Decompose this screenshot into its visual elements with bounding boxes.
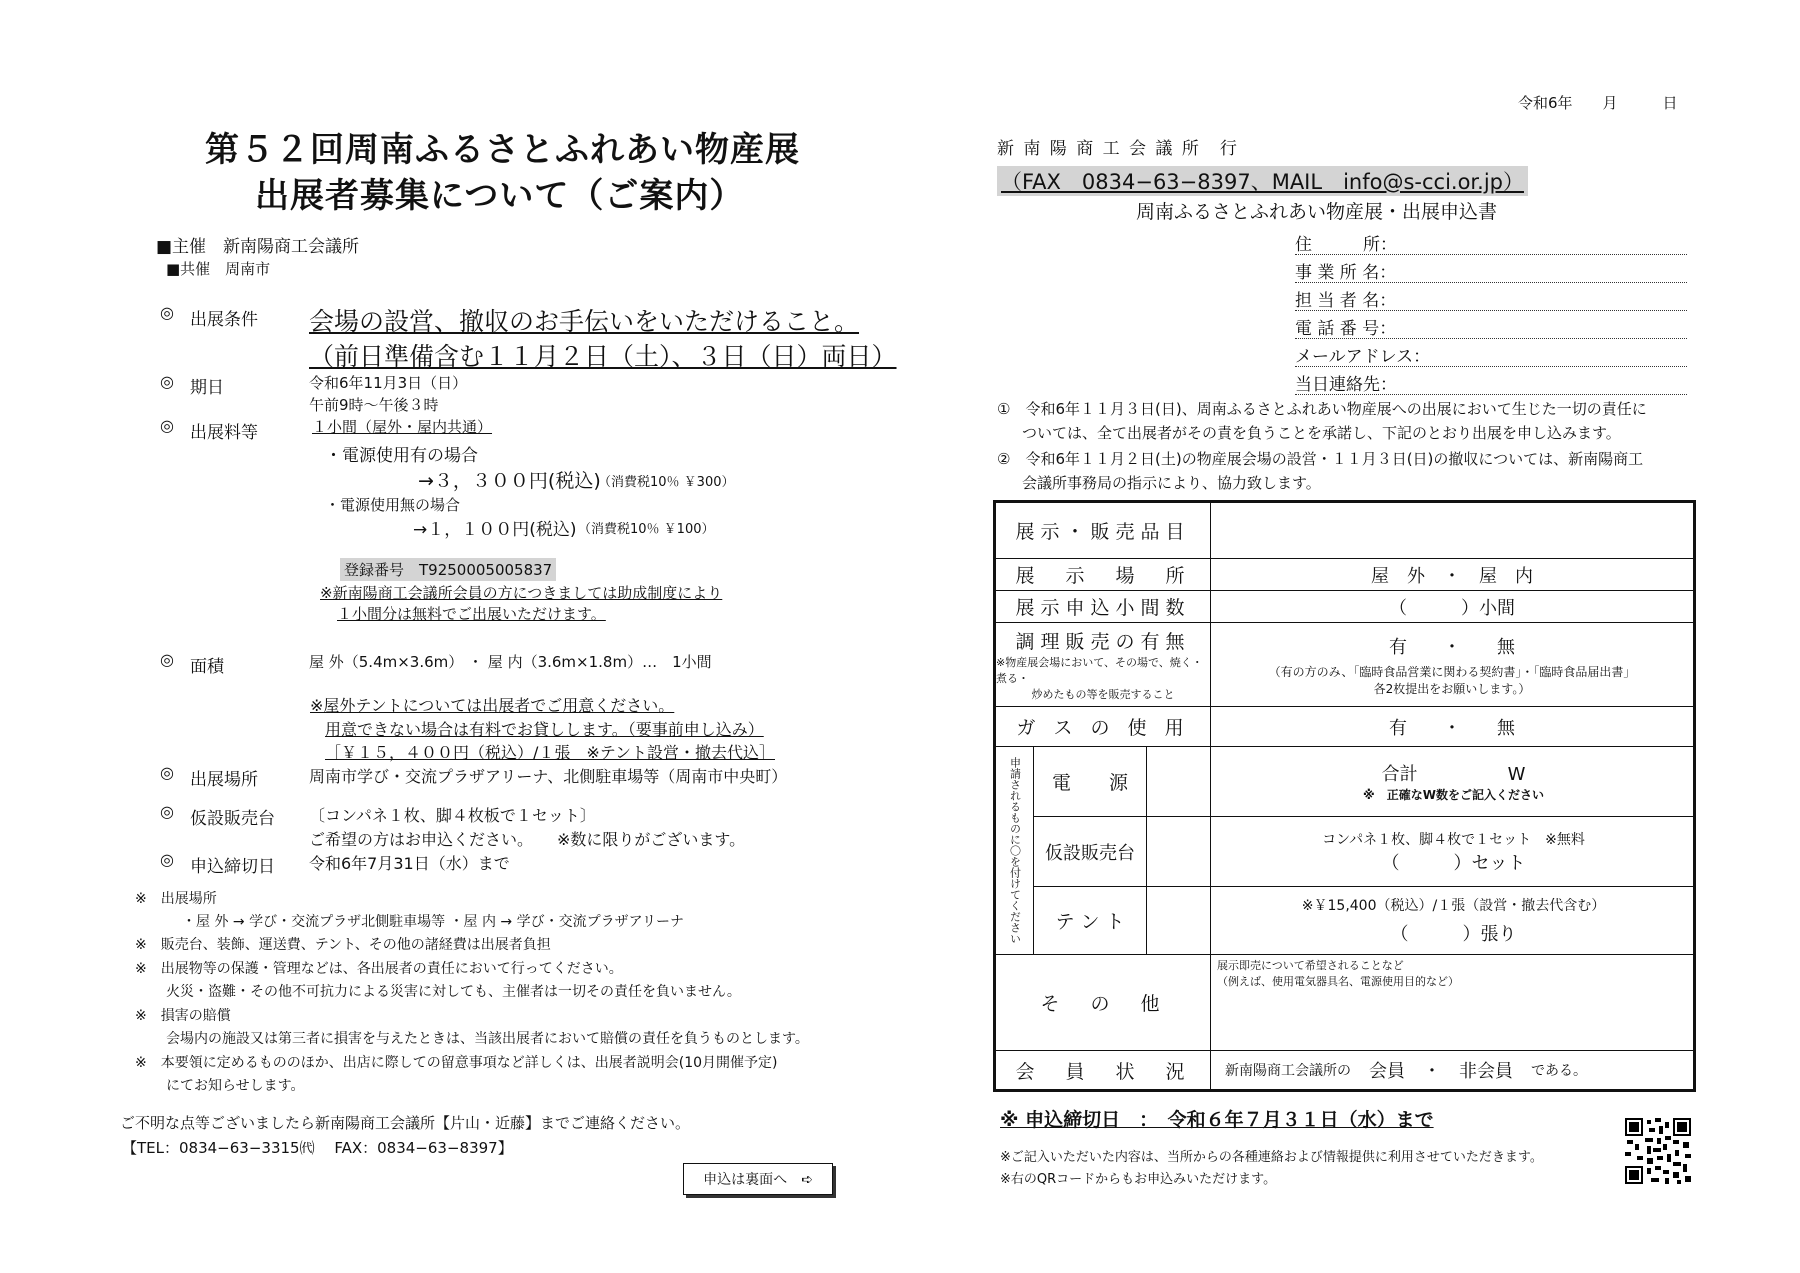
business-name-field[interactable]: 事 業 所 名：	[1295, 258, 1687, 283]
pledge2-a: ② 令和6年１１月２日(土)の物産展会場の設営・１１月３日(日)の撤収については、新南陽商工	[997, 450, 1644, 468]
table-row	[996, 623, 1693, 707]
tent-note2: 用意できない場合は有料でお貸しします。（要事前申し込み）	[325, 720, 764, 739]
pledge1-b: ついては、全て出展者がその責を負うことを承諾し、下記のとおり出展を申し込みます。	[1022, 424, 1621, 442]
fee-power-no: ・電源使用無の場合	[325, 496, 461, 514]
period-line1: 令和6年11月3日（日）	[309, 374, 468, 392]
table-row	[996, 955, 1693, 1051]
note-line: ※ 出展物等の保護・管理などは、各出展者の責任において行ってください。	[135, 961, 623, 977]
gas-label: ガ ス の 使 用	[996, 707, 1211, 746]
organizer: ■主催 新南陽商工会議所	[156, 237, 360, 257]
spacer-cell	[1146, 747, 1211, 816]
items-input[interactable]	[1211, 503, 1693, 558]
fee-power-yes-tax: （消費税10％ ￥300）	[598, 475, 735, 490]
deadline-notice: ※ 申込締切日 ： 令和６年７月３１日（水）まで	[1000, 1109, 1434, 1131]
place-text: 周南市学び・交流プラザアリーナ、北側駐車場等（周南市中央町）	[309, 767, 788, 786]
place-label: 出展場所	[190, 770, 258, 790]
cooking-note2: 炒めたもの等を販売すること	[1031, 688, 1175, 701]
bullet-mark: ◎	[160, 802, 174, 821]
table-row	[1034, 747, 1696, 817]
form-title: 周南ふるさとふれあい物産展・出展申込書	[1136, 201, 1498, 223]
day-contact-field[interactable]: 当日連絡先：	[1295, 370, 1687, 395]
power-label: 電 源	[1034, 747, 1147, 816]
booths-input[interactable]: （ ）小間	[1389, 597, 1515, 619]
table-row	[996, 559, 1693, 591]
fee-power-no-price: →１，１００円(税込)	[413, 520, 577, 540]
page-title: 第５２回周南ふるさとふれあい物産展	[205, 130, 800, 170]
tent-label: テ ン ト	[1034, 887, 1147, 954]
page-subtitle: 出展者募集について（ご案内）	[255, 176, 745, 216]
stand-label: 仮設販売台	[1034, 817, 1147, 886]
note-line: ※ 出展場所	[135, 891, 217, 907]
vertical-note-cell	[996, 747, 1034, 955]
fee-power-yes: ・電源使用有の場合	[325, 446, 478, 466]
cooking-value-cell[interactable]	[1211, 623, 1693, 706]
pledge1-a: ① 令和6年１１月３日(日)、周南ふるさとふれあい物産展への出展において生じた一切の責任に	[997, 400, 1647, 418]
tent-value1: ※￥15,400（税込）/１張（設営・撤去代含む）	[1301, 898, 1606, 915]
items-label: 展示・販売品目	[996, 503, 1211, 558]
cooking-options[interactable]: 有 ・ 無	[1389, 636, 1515, 658]
member-suffix: である。	[1531, 1063, 1587, 1079]
fee-power-no-tax: （消費税10％ ￥100）	[578, 522, 715, 537]
member-prefix: 新南陽商工会議所の	[1225, 1063, 1351, 1079]
table-row	[996, 1051, 1693, 1089]
table-row	[996, 591, 1693, 623]
tent-value2[interactable]: （ ）張り	[1390, 923, 1517, 945]
cond-line2: （前日準備含む１１月２日（土）、３日（日）両日）	[309, 342, 897, 371]
fee-line1: １小間（屋外・屋内共通）	[312, 418, 493, 436]
phone-field[interactable]: 電 話 番 号：	[1295, 314, 1687, 339]
area-text: 屋 外（5.4m×3.6m） ・ 屋 内（3.6m×1.8m）… 1小間	[309, 653, 712, 671]
spacer-cell	[1146, 887, 1211, 954]
member-value-cell[interactable]	[1211, 1051, 1693, 1089]
gas-options[interactable]: 有 ・ 無	[1389, 717, 1515, 739]
deadline-text: 令和6年7月31日（水）まで	[309, 854, 510, 873]
bullet-mark: ◎	[160, 372, 174, 391]
pledge2-b: 会議所事務局の指示により、協力致します。	[1022, 474, 1321, 492]
registration-number: 登録番号 T9250005005837	[340, 558, 556, 581]
vertical-note: 申請されるものに〇を付けてください	[1008, 757, 1022, 944]
member-note2: １小間分は無料でご出展いただけます。	[337, 605, 606, 623]
stand-label: 仮設販売台	[190, 809, 275, 829]
co-organizer: ■共催 周南市	[166, 260, 271, 278]
place-options[interactable]: 屋 外 ・ 屋 内	[1371, 565, 1533, 587]
cooking-sub1: （有の方のみ、「臨時食品営業に関わる契約書」・「臨時食品届出書」	[1268, 664, 1636, 679]
power-value-cell[interactable]	[1211, 747, 1696, 816]
contact-line1: ご不明な点等ございましたら新南陽商工会議所【片山・近藤】までご連絡ください。	[120, 1114, 691, 1132]
member-label: 会 員 状 況	[996, 1051, 1211, 1089]
period-line2: 午前9時～午後３時	[309, 396, 439, 414]
cooking-label-cell	[996, 623, 1211, 706]
fee-power-yes-price: →３，３００円(税込)	[418, 470, 601, 492]
area-label: 面積	[190, 657, 224, 677]
contact-line2: 【TEL：0834−63−3315㈹ FAX：0834−63−8397】	[122, 1139, 513, 1157]
table-row	[1034, 817, 1696, 887]
bullet-mark: ◎	[160, 650, 174, 669]
spacer-cell	[1146, 817, 1211, 886]
bullet-mark: ◎	[160, 416, 174, 435]
note-line: ※ 販売台、装飾、運送費、テント、その他の諸経費は出展者負担	[135, 937, 551, 953]
email-field[interactable]: メールアドレス：	[1295, 342, 1687, 367]
note-line: ※ 本要領に定めるもののほか、出店に際しての留意事項など詳しくは、出展者説明会(10月開催予定)	[135, 1055, 778, 1071]
other-note2: （例えば、使用電気器具名、電源使用目的など）	[1217, 975, 1459, 988]
cooking-sub2: 各2枚提出をお願いします。）	[1373, 681, 1531, 696]
bullet-mark: ◎	[160, 303, 174, 322]
contact-person-field[interactable]: 担 当 者 名：	[1295, 286, 1687, 311]
booths-label: 展示申込小間数	[996, 591, 1211, 622]
fax-mail: （FAX 0834−63−8397、MAIL info@s-cci.or.jp）	[997, 166, 1528, 196]
place-label: 展 示 場 所	[996, 559, 1211, 590]
bullet-mark: ◎	[160, 850, 174, 869]
tent-note1: ※屋外テントについては出展者でご用意ください。	[310, 696, 675, 715]
note-line: 火災・盗難・その他不可抗力による災害に対しても、主催者は一切その責任を負いません。	[166, 984, 741, 1000]
stand-value2[interactable]: （ ）セット	[1381, 852, 1526, 874]
note-line: ※ 損害の賠償	[135, 1008, 231, 1024]
other-label: そ の 他	[996, 955, 1211, 1050]
table-row	[1034, 887, 1696, 955]
note-line: ・屋 外 → 学び・交流プラザ北側駐車場等 ・屋 内 → 学び・交流プラザアリーナ	[182, 914, 685, 930]
bullet-mark: ◎	[160, 763, 174, 782]
stand-value-cell[interactable]	[1211, 817, 1696, 886]
stand-line1: 〔コンパネ１枚、脚４枚板で１セット〕	[309, 806, 596, 825]
other-input[interactable]	[1211, 955, 1693, 1050]
table-row	[996, 503, 1693, 559]
member-options[interactable]: 会員 ・ 非会員	[1369, 1061, 1513, 1082]
application-form-table	[993, 500, 1696, 1092]
address-field[interactable]: 住 所：	[1295, 230, 1687, 255]
stand-line2: ご希望の方はお申込ください。 ※数に限りがございます。	[309, 830, 746, 849]
stand-value1: コンパネ１枚、脚４枚で１セット ※無料	[1322, 831, 1585, 848]
qr-code-icon[interactable]	[1625, 1118, 1691, 1184]
member-note1: ※新南陽商工会議所会員の方につきましては助成制度により	[320, 584, 723, 602]
addressee: 新 南 陽 商 工 会 議 所 行	[997, 139, 1239, 159]
tent-value-cell[interactable]	[1211, 887, 1696, 954]
deadline-label: 申込締切日	[190, 857, 275, 877]
fee-label: 出展料等	[190, 423, 258, 443]
note-line: 会場内の施設又は第三者に損害を与えたときは、当該出展者において賠償の責任を負うものとします。	[166, 1031, 809, 1047]
footer-note1: ※ご記入いただいた内容は、当所からの各種連絡および情報提供に利用させていただきます。	[1000, 1150, 1543, 1165]
cooking-label: 調理販売の有無	[1015, 631, 1191, 653]
period-label: 期日	[190, 378, 224, 398]
cond-label: 出展条件	[190, 310, 258, 330]
date-line: 令和6年 月 日	[1518, 94, 1678, 112]
tent-note3: ［￥１５，４００円（税込）/１張 ※テント設営・撤去代込］	[325, 743, 775, 762]
cond-line1: 会場の設営、撤収のお手伝いをいただけること。	[309, 307, 860, 336]
power-value[interactable]: 合計 W	[1381, 764, 1526, 785]
power-note: ※ 正確なW数をご記入ください	[1363, 788, 1544, 802]
other-note1: 展示即売について希望されることなど	[1217, 959, 1404, 972]
table-row	[996, 707, 1693, 747]
note-line: にてお知らせします。	[166, 1078, 305, 1094]
next-page-button[interactable]: 申込は裏面へ ➪	[683, 1163, 833, 1195]
footer-note2: ※右のQRコードからもお申込みいただけます。	[1000, 1172, 1277, 1187]
cooking-note1: ※物産展会場において、その場で、焼く・煮る・	[996, 656, 1203, 685]
